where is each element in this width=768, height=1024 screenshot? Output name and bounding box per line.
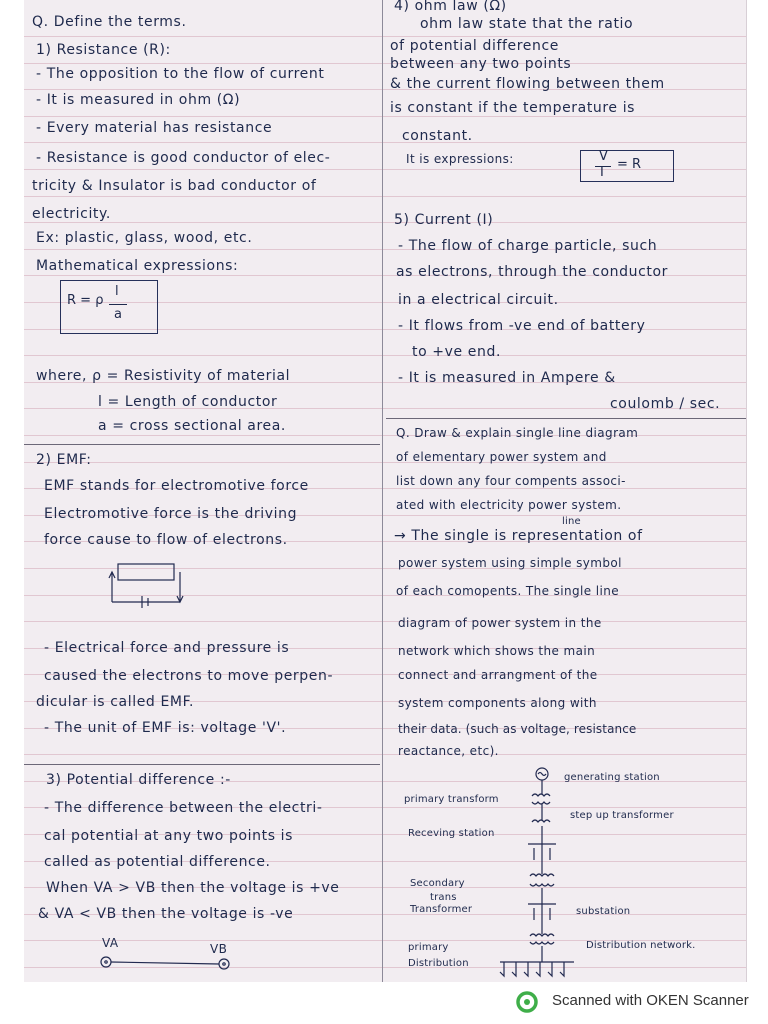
notebook-page [24, 0, 747, 982]
formula-lhs: R = ρ [67, 293, 104, 308]
single-line-answer: reactance, etc). [398, 744, 499, 758]
current-line: to +ve end. [412, 344, 502, 360]
emf-after-line: caused the electrons to move perpen- [44, 668, 334, 684]
label-secondary: Secondary [410, 878, 465, 889]
pd-line: called as potential difference. [44, 854, 271, 870]
emf-heading: 2) EMF: [36, 452, 92, 468]
emf-circuit-sketch [102, 558, 192, 610]
point-a-label: VA [102, 936, 119, 950]
single-line-question: of elementary power system and [396, 450, 607, 464]
mathematical-expressions-label: Mathematical expressions: [36, 258, 239, 274]
ohm-law-expression-label: It is expressions: [406, 152, 514, 166]
single-line-answer: power system using simple symbol [398, 556, 622, 570]
fraction-bar [109, 304, 127, 305]
ruled-line [24, 116, 746, 117]
question-define-terms: Q. Define the terms. [32, 14, 187, 30]
ruled-line [24, 196, 746, 197]
where-line: where, ρ = Resistivity of material [36, 368, 291, 384]
emf-line: Electromotive force is the driving [44, 506, 298, 522]
single-line-answer: their data. (such as voltage, resistance [398, 722, 637, 736]
single-line-answer: → The single is representation of [394, 528, 643, 544]
ohm-law-line: of potential difference [390, 38, 559, 54]
single-line-answer: system components along with [398, 696, 597, 710]
emf-line: EMF stands for electromotive force [44, 478, 309, 494]
ruled-line [24, 36, 746, 37]
single-line-answer: network which shows the main [398, 644, 596, 658]
single-line-question: list down any four compents associ- [396, 474, 626, 488]
ohm-rhs: = R [617, 157, 642, 172]
resistance-line: tricity & Insulator is bad conductor of [32, 178, 317, 194]
label-substation: substation [576, 906, 631, 917]
single-line-answer: connect and arrangment of the [398, 668, 598, 682]
label-primary-transformer: primary transform [404, 794, 499, 805]
where-line: l = Length of conductor [98, 394, 278, 410]
section-rule-emf [24, 444, 380, 445]
ohm-denominator: I [600, 165, 604, 180]
single-line-question: ated with electricity power system. [396, 498, 622, 512]
resistance-line: - Resistance is good conductor of elec- [36, 150, 331, 166]
ruled-line [24, 462, 746, 463]
where-line: a = cross sectional area. [98, 418, 286, 434]
ruled-line [24, 63, 746, 64]
emf-unit-line: - The unit of EMF is: voltage 'V'. [44, 720, 287, 736]
current-line: in a electrical circuit. [398, 292, 559, 308]
formula-denominator: a [114, 307, 122, 322]
resistance-line: electricity. [32, 206, 111, 222]
resistance-line: - The opposition to the flow of current [36, 66, 325, 82]
current-line: - The flow of charge particle, such [398, 238, 658, 254]
current-line: as electrons, through the conductor [396, 264, 668, 280]
section-rule-question [386, 418, 746, 419]
point-b-label: VB [210, 942, 228, 956]
current-heading: 5) Current (I) [394, 212, 494, 228]
ohm-law-line: is constant if the temperature is [390, 100, 636, 116]
label-distribution-network: Distribution network. [586, 940, 696, 951]
ohm-law-heading: 4) ohm law (Ω) [394, 0, 507, 14]
current-line: - It flows from -ve end of battery [398, 318, 646, 334]
emf-line: force cause to flow of electrons. [44, 532, 288, 548]
ruled-line [24, 355, 746, 356]
pd-line: - The difference between the electri- [44, 800, 323, 816]
single-line-question: Q. Draw & explain single line diagram [396, 426, 639, 440]
formula-numerator: l [115, 284, 119, 299]
emf-after-line: - Electrical force and pressure is [44, 640, 290, 656]
label-distribution: Distribution [408, 958, 469, 969]
resistance-line: - It is measured in ohm (Ω) [36, 92, 241, 108]
label-secondary-sub: trans [430, 892, 457, 903]
label-transformer: Transformer [410, 904, 473, 915]
ohm-law-line: ohm law state that the ratio [420, 16, 634, 32]
potential-difference-heading: 3) Potential difference :- [46, 772, 231, 788]
emf-after-line: dicular is called EMF. [36, 694, 195, 710]
resistance-line: - Every material has resistance [36, 120, 273, 136]
ohm-law-line: between any two points [390, 56, 572, 72]
ohm-law-line: constant. [402, 128, 473, 144]
ohm-law-line: & the current flowing between them [390, 76, 665, 92]
ohm-law-formula-box [580, 150, 674, 182]
single-line-answer: diagram of power system in the [398, 616, 602, 630]
current-line: coulomb / sec. [610, 396, 721, 412]
ruled-line [24, 754, 746, 755]
label-generating-station: generating station [564, 772, 660, 783]
label-step-up-transformer: step up transformer [570, 810, 674, 821]
pd-line: cal potential at any two points is [44, 828, 294, 844]
potential-points-sketch [98, 950, 238, 974]
pd-line: & VA < VB then the voltage is -ve [38, 906, 294, 922]
label-receiving-station: Receving station [408, 828, 495, 839]
ruled-line [24, 222, 746, 223]
scanner-watermark-text: Scanned with OKEN Scanner [552, 992, 749, 1009]
section-rule-pd [24, 764, 380, 765]
single-line-diagram [494, 764, 580, 982]
inserted-word: line [562, 516, 581, 527]
resistance-formula-box [60, 280, 158, 334]
single-line-answer: of each comopents. The single line [396, 584, 620, 598]
resistance-heading: 1) Resistance (R): [36, 42, 171, 58]
oken-scanner-logo-icon [516, 991, 538, 1013]
ohm-numerator: V [599, 149, 608, 164]
ruled-line [24, 142, 746, 143]
current-line: - It is measured in Ampere & [398, 370, 616, 386]
label-primary: primary [408, 942, 449, 953]
resistance-example: Ex: plastic, glass, wood, etc. [36, 230, 253, 246]
pd-line: When VA > VB then the voltage is +ve [46, 880, 340, 896]
ruled-line [24, 621, 746, 622]
column-divider [382, 0, 383, 982]
